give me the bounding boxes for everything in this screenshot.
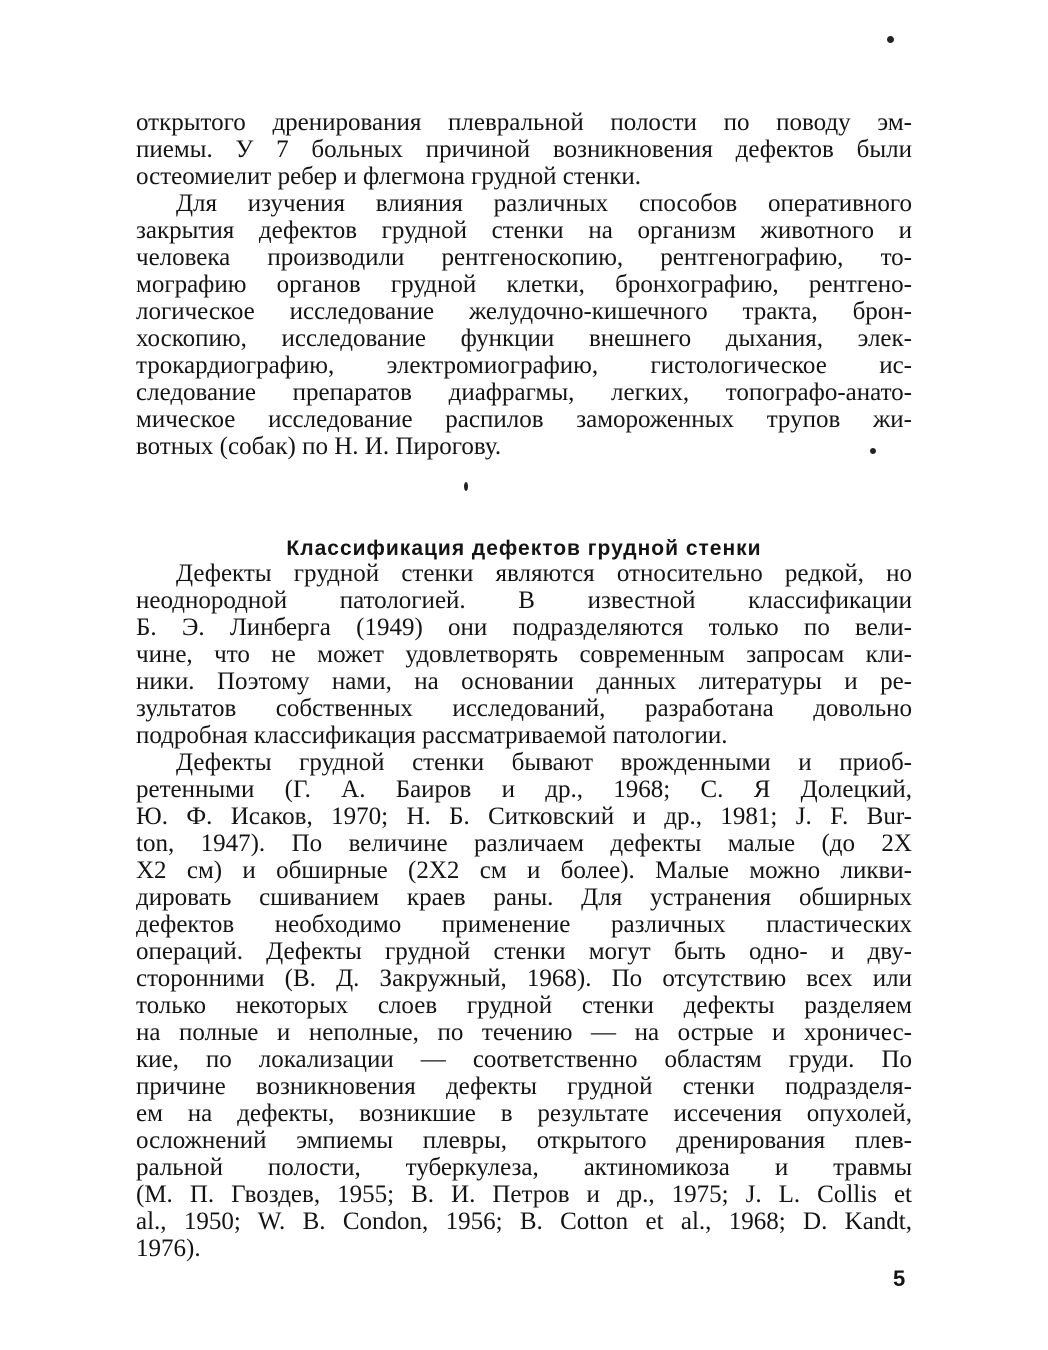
text-line: дефектов необходимо применение различных пластических [136,911,912,938]
text-line: закрытия дефектов грудной стенки на организм животного и [136,217,912,244]
text-line: на полные и неполные, по течению — на острые и хроничес- [136,1019,912,1046]
text-line: хоскопию, исследование функции внешнего дыхания, элек- [136,325,912,352]
paragraph [136,109,912,190]
text-line: Ю. Ф. Исаков, 1970; Н. Б. Ситковский и др., 1981; J. F. Bur- [136,803,912,830]
text-line: логическое исследование желудочно-кишечного тракта, брон- [136,298,912,325]
body-text-top [136,109,912,460]
text-line: 1976). [136,1235,201,1262]
text-line: осложнений эмпиемы плевры, открытого дренирования плев- [136,1127,912,1154]
scan-speck [870,448,876,454]
text-line: мографию органов грудной клетки, бронхографию, рентгено- [136,271,912,298]
text-line: только некоторых слоев грудной стенки дефекты разделяем [136,992,912,1019]
paragraph [136,190,912,460]
text-line: ton, 1947). По величине различаем дефекты малые (до 2X [136,830,912,857]
text-line: сторонними (В. Д. Закружный, 1968). По отсутствию всех или [136,965,912,992]
scan-speck [887,36,894,43]
text-line: Дефекты грудной стенки бывают врожденными и приоб- [176,749,912,776]
text-line: остеомиелит ребер и флегмона грудной стенки. [136,163,642,190]
text-line: ники. Поэтому нами, на основании данных литературы и ре- [136,668,912,695]
text-line: X2 см) и обширные (2X2 см и более). Малые можно ликви- [136,857,912,884]
text-line: ретенными (Г. А. Баиров и др., 1968; С. Я Долецкий, [136,776,912,803]
text-line: Б. Э. Линберга (1949) они подразделяются только по вели- [136,614,912,641]
text-line: дировать сшиванием краев раны. Для устранения обширных [136,884,912,911]
text-line: мическое исследование распилов замороженных трупов жи- [136,406,912,433]
text-line: операций. Дефекты грудной стенки могут быть одно- и дву- [136,938,912,965]
text-line: трокардиографию, электромиографию, гистологическое ис- [136,352,912,379]
text-line: ральной полости, туберкулеза, актиномикоза и травмы [136,1154,912,1181]
text-line: причине возникновения дефекты грудной стенки подразделя- [136,1073,912,1100]
text-line: подробная классификация рассматриваемой патологии. [136,722,728,749]
text-line: ем на дефекты, возникшие в результате иссечения опухолей, [136,1100,912,1127]
paragraph [136,560,912,749]
page-number: 5 [893,1266,906,1291]
text-line: Для изучения влияния различных способов оперативного [176,190,912,217]
section-heading: Классификация дефектов грудной стенки [286,537,762,561]
scan-speck [464,482,468,491]
body-text-bottom [136,560,912,1262]
text-line: (М. П. Гвоздев, 1955; В. И. Петров и др., 1975; J. L. Collis et [136,1181,912,1208]
paragraph [136,749,912,1262]
text-line: вотных (собак) по Н. И. Пирогову. [136,433,502,460]
text-line: зультатов собственных исследований, разработана довольно [136,695,912,722]
text-line: чине, что не может удовлетворять современным запросам кли- [136,641,912,668]
text-line: открытого дренирования плевральной полости по поводу эм- [136,109,912,136]
text-line: Дефекты грудной стенки являются относительно редкой, но [176,560,912,587]
text-line: неоднородной патологией. В известной классификации [136,587,912,614]
text-line: человека производили рентгеноскопию, рентгенографию, то- [136,244,912,271]
text-line: al., 1950; W. B. Condon, 1956; B. Cotton et al., 1968; D. Kandt, [136,1208,912,1235]
text-line: пиемы. У 7 больных причиной возникновения дефектов были [136,136,912,163]
text-line: кие, по локализации — соответственно областям груди. По [136,1046,912,1073]
text-line: следование препаратов диафрагмы, легких, топографо-анато- [136,379,912,406]
